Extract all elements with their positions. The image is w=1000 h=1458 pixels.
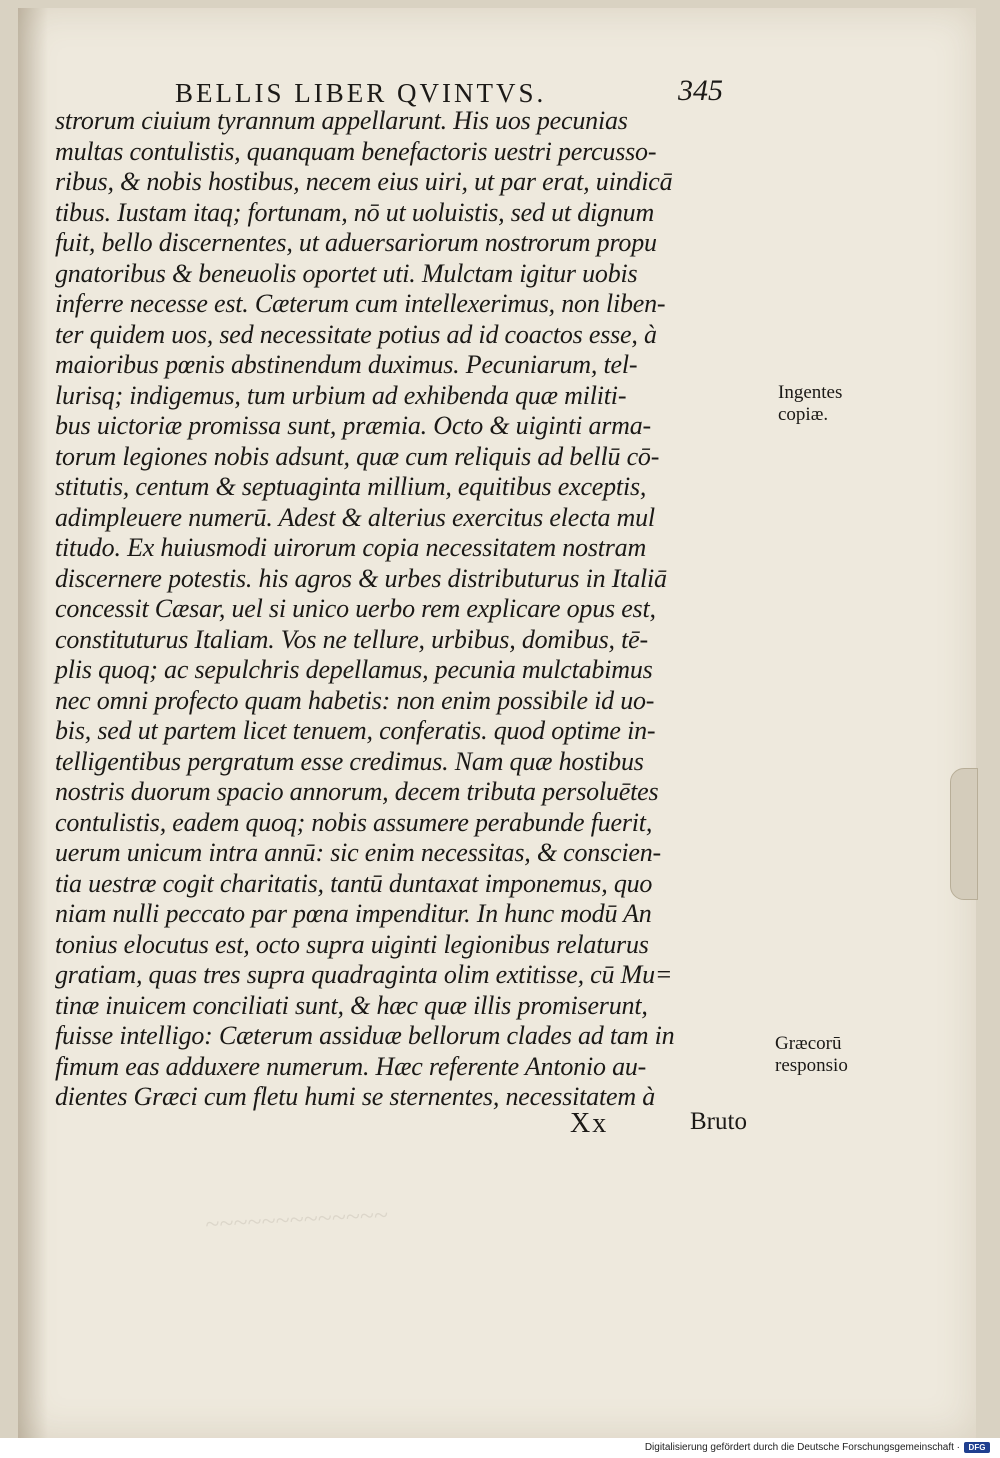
show-through-ghost-text: ~~~~~~~~~~~~~	[204, 1200, 389, 1239]
text-line: fuisse intelligo: Cæterum assiduæ bellorum clades ad tam in	[55, 1021, 675, 1050]
text-line: plis quoq; ac sepulchris depellamus, pecunia mulctabimus	[55, 655, 653, 684]
text-line: strorum ciuium tyrannum appellarunt. His uos pecunias	[55, 106, 628, 135]
folio-number: 345	[678, 74, 723, 107]
text-line: tinæ inuicem conciliati sunt, & hæc quæ illis promiserunt,	[55, 990, 648, 1020]
text-line: gnatoribus & beneuolis oportet uti. Mulctam igitur uobis	[55, 258, 638, 288]
footer-bar	[0, 1438, 1000, 1458]
text-line: stitutis, centum & septuaginta millium, equitibus exceptis,	[55, 472, 647, 501]
margin-note-line: copiæ.	[778, 404, 829, 425]
catchword: Bruto	[690, 1108, 747, 1135]
text-line: bis, sed ut partem licet tenuem, conferatis. quod optime in-	[55, 716, 656, 745]
text-line: adimpleuere numerū. Adest & alterius exercitus electa mul	[55, 502, 655, 532]
text-line: telligentibus pergratum esse credimus. Nam quæ hostibus	[55, 746, 644, 776]
margin-note-line: responsio	[775, 1055, 848, 1076]
text-line: ter quidem uos, sed necessitate potius ad id coactos esse, à	[55, 319, 657, 349]
signature-mark: Xx	[570, 1108, 609, 1139]
text-line: ribus, & nobis hostibus, necem eius uiri, ut par erat, uindicā	[55, 167, 673, 196]
text-line: contulistis, eadem quoq; nobis assumere perabunde fuerit,	[55, 807, 653, 837]
text-line: multas contulistis, quanquam benefactoris uestri percusso-	[55, 136, 657, 166]
margin-note-copiae	[778, 382, 842, 426]
margin-note-responsio	[775, 1033, 848, 1077]
text-line: fuit, bello discernentes, ut aduersariorum nostrorum propu	[55, 228, 657, 257]
text-line: constituturus Italiam. Vos ne tellure, urbibus, domibus, tē-	[55, 624, 648, 654]
text-line: fimum eas adduxere numerum. Hæc referente Antonio au-	[55, 1051, 647, 1081]
text-line: lurisq; indigemus, tum urbium ad exhibenda quæ militi-	[55, 380, 627, 410]
running-head: BELLIS LIBER QVINTVS.	[175, 78, 547, 108]
text-line: nec omni profecto quam habetis: non enim possibile id uo-	[55, 685, 655, 715]
text-line: tonius elocutus est, octo supra uiginti legionibus relaturus	[55, 929, 649, 959]
text-line: torum legiones nobis adsunt, quæ cum reliquis ad bellū cō-	[55, 441, 660, 471]
text-line: niam nulli peccato par pœna impenditur. In hunc modū An	[55, 899, 652, 928]
page-edge-tab	[950, 768, 978, 900]
margin-note-line: Ingentes	[778, 382, 843, 403]
text-line: bus uictoriæ promissa sunt, præmia. Octo & uiginti arma-	[55, 411, 651, 440]
body-text	[55, 106, 767, 1113]
funding-notice: Digitalisierung gefördert durch die Deutsche Forschungsgemeinschaft ·	[644, 1442, 960, 1453]
text-line: concessit Cæsar, uel si unico uerbo rem explicare opus est,	[55, 594, 656, 623]
text-line: gratiam, quas tres supra quadraginta olim extitisse, cū Mu=	[55, 960, 673, 989]
text-line: inferre necesse est. Cæterum cum intellexerimus, non liben-	[55, 289, 666, 318]
text-line: maioribus pœnis abstinendum duximus. Pecuniarum, tel-	[55, 350, 638, 379]
text-line: uerum unicum intra annū: sic enim necessitas, & conscien-	[55, 838, 661, 867]
gutter-shadow	[18, 8, 48, 1438]
text-line: titudo. Ex huiusmodi uirorum copia necessitatem nostram	[55, 533, 647, 562]
text-line: nostris duorum spacio annorum, decem tributa persoluētes	[55, 777, 659, 806]
dfg-logo-icon: DFG	[964, 1442, 990, 1453]
text-line: discernere potestis. his agros & urbes distributurus in Italiā	[55, 563, 667, 593]
text-line: tibus. Iustam itaq; fortunam, nō ut uoluistis, sed ut dignum	[55, 197, 655, 227]
text-line: tia uestræ cogit charitatis, tantū duntaxat imponemus, quo	[55, 868, 653, 898]
text-line: dientes Græci cum fletu humi se sternentes, necessitatem à	[55, 1082, 655, 1111]
margin-note-line: Græcorū	[775, 1033, 842, 1054]
